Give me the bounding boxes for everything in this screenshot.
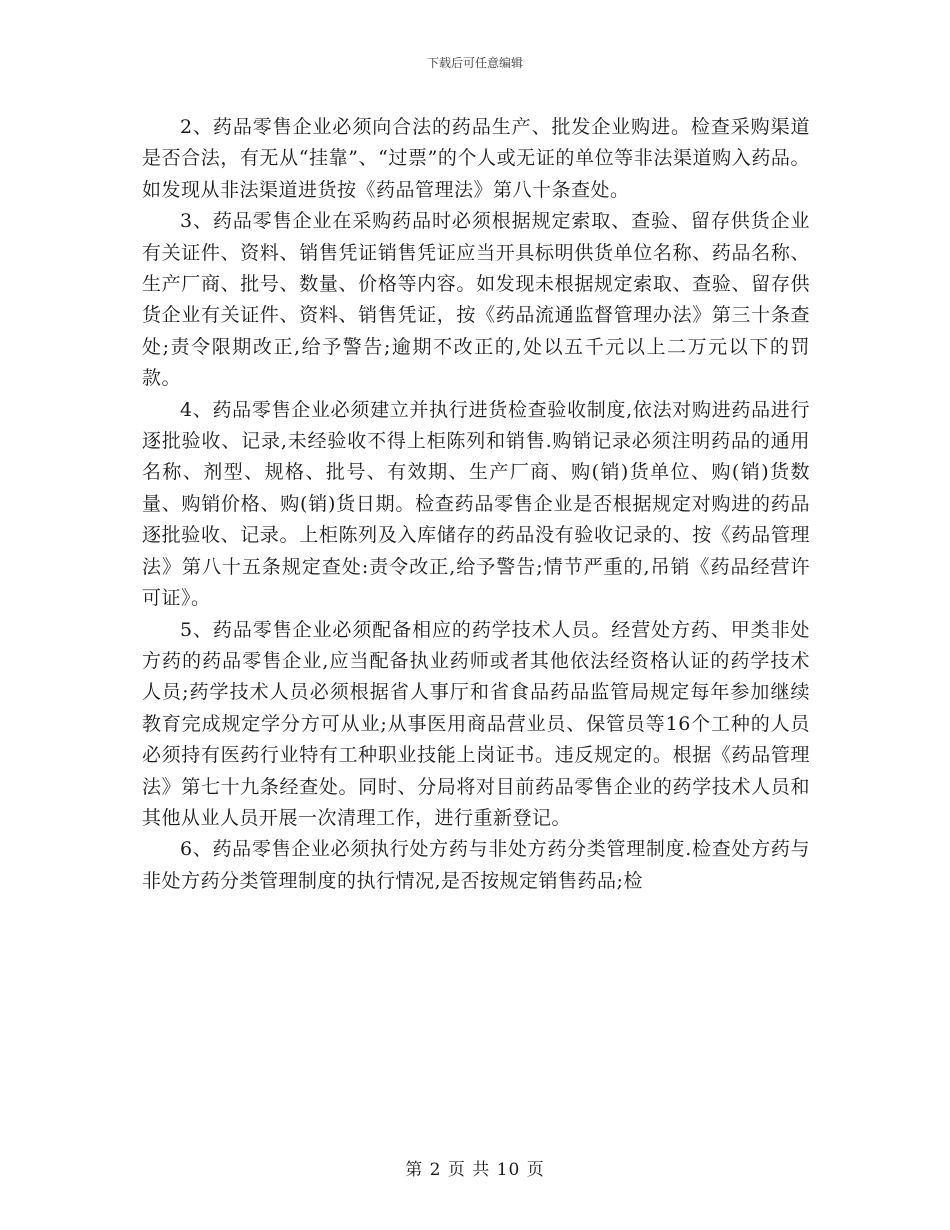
paragraph-item-3: 3、药品零售企业在采购药品时必须根据规定索取、查验、留存供货企业有关证件、资料、销售凭证销售凭证应当开具标明供货单位名称、药品名称、生产厂商、批号、数量、价格等内容。如发现未根据规定索取、查验、留存供货企业有关证件、资料、销售凭证，按《药品流通监督管理办法》第三十条查处;责令限期改正,给予警告;逾期不改正的,处以五千元以上二万元以下的罚款。: [142, 210, 810, 390]
paragraph-item-4: 4、药品零售企业必须建立并执行进货检查验收制度,依法对购进药品进行逐批验收、记录,未经验收不得上柜陈列和销售.购销记录必须注明药品的通用名称、剂型、规格、批号、有效期、生产厂商、购(销)货单位、购(销)货数量、购销价格、购(销)货日期。检查药品零售企业是否根据规定对购进的药品逐批验收、记录。上柜陈列及入库储存的药品没有验收记录的、按《药品管理法》第八十五条规定查处:责令改正,给予警告;情节严重的,吊销《药品经营许可证》。: [142, 398, 810, 610]
paragraph-item-5: 5、药品零售企业必须配备相应的药学技术人员。经营处方药、甲类非处方药的药品零售企业,应当配备执业药师或者其他依法经资格认证的药学技术人员;药学技术人员必须根据省人事厅和省食品药品监管局规定每年参加继续教育完成规定学分方可从业;从事医用商品营业员、保管员等16个工种的人员必须持有医药行业特有工种职业技能上岗证书。违反规定的。根据《药品管理法》第七十九条经查处。同时、分局将对目前药品零售企业的药学技术人员和其他从业人员开展一次清理工作，进行重新登记。: [142, 618, 810, 829]
page-header: 下载后可任意编辑: [426, 56, 523, 70]
paragraph-item-6: 6、药品零售企业必须执行处方药与非处方药分类管理制度.检查处方药与非处方药分类管理制度的执行情况,是否按规定销售药品;检: [142, 838, 810, 892]
page-number-footer: 第 2 页 共 10 页: [405, 1160, 545, 1180]
paragraph-item-2: 2、药品零售企业必须向合法的药品生产、批发企业购进。检查采购渠道是否合法，有无从“挂靠”、“过票”的个人或无证的单位等非法渠道购入药品。如发现从非法渠道进货按《药品管理法》第八十条查处。: [142, 116, 810, 201]
document-body: [142, 112, 810, 897]
